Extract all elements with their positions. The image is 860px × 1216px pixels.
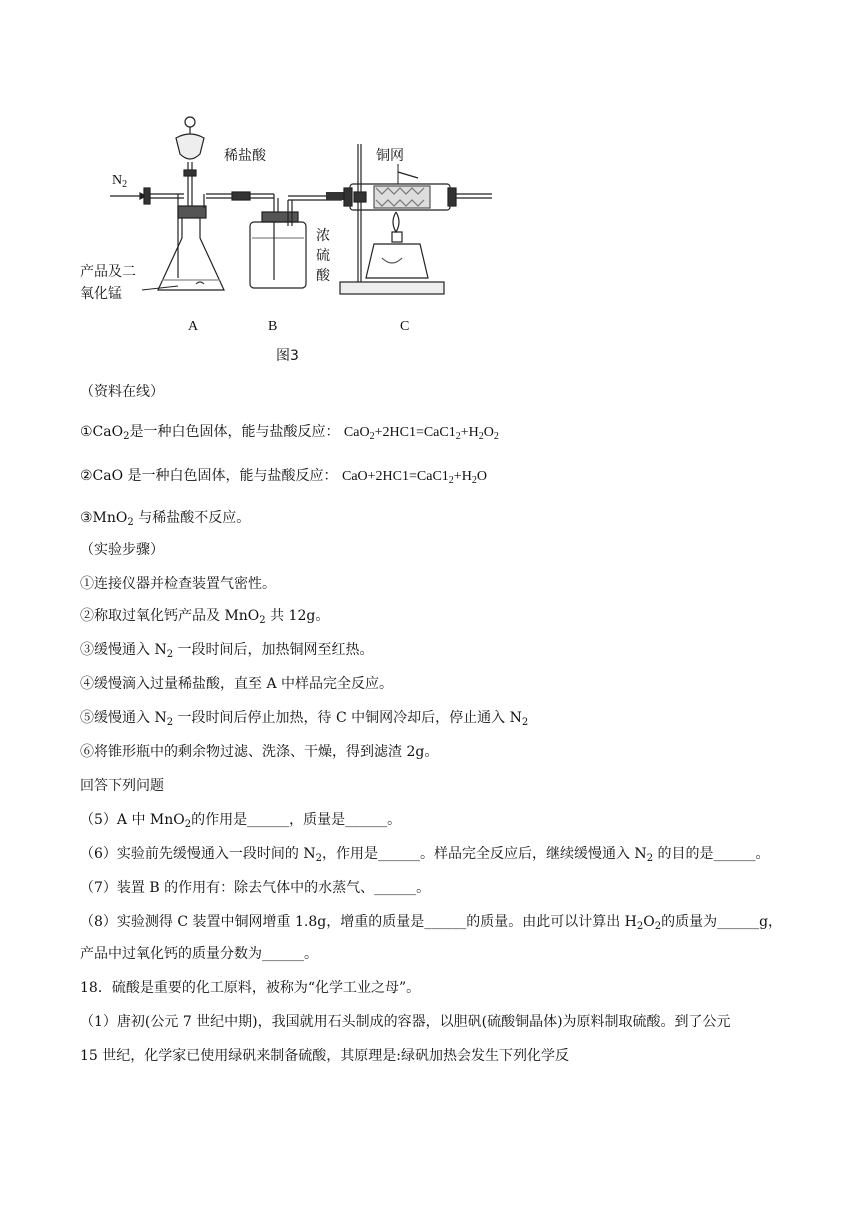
label-a: A	[188, 319, 199, 334]
label-copper-mesh: 铜网	[376, 148, 404, 164]
step-2: ②称取过氧化钙产品及 MnO$_2$ 共 12g。	[80, 608, 330, 626]
combustion-tube-c	[340, 144, 492, 294]
conical-flask-a	[158, 194, 248, 290]
question-7: （7）装置 B 的作用有：除去气体中的水蒸气、______。	[80, 880, 431, 896]
question-5: （5）A 中 MnO$_2$的作用是______，质量是______。	[80, 812, 402, 830]
figure-caption: 图3	[276, 348, 299, 364]
label-sample-2: 氧化锰	[80, 286, 122, 302]
question-18-1: （1）唐初(公元 7 世纪中期)，我国就用石头制成的容器，以胆矾(硫酸铜晶体)为原料制取硫酸。到了公元	[80, 1014, 731, 1030]
label-conc-2: 硫	[316, 248, 330, 264]
info-item-2: ②CaO 是一种白色固体，能与盐酸反应： $CaO+2HC1=CaC1_2+H_2O$	[80, 468, 487, 486]
label-conc: 浓	[316, 228, 330, 244]
label-c: C	[400, 319, 410, 334]
label-conc-3: 酸	[316, 268, 330, 284]
step-1: ①连接仪器并检查装置气密性。	[80, 576, 276, 592]
step-5: ⑤缓慢通入 $N_2$ 一段时间后停止加热，待 C 中铜网冷却后，停止通入 $N_2$	[80, 710, 529, 728]
steps-heading: （实验步骤）	[80, 542, 164, 558]
info-item-3: ③MnO$_2$ 与稀盐酸不反应。	[80, 510, 251, 528]
step-6: ⑥将锥形瓶中的剩余物过滤、洗涤、干燥，得到滤渣 2g。	[80, 744, 439, 760]
question-6: （6）实验前先缓慢通入一段时间的 $N_2$，作用是______。样品完全反应后，继续缓慢通入 $N_2$ 的目的是______。	[80, 846, 770, 864]
question-18: 18．硫酸是重要的化工原料，被称为“化学工业之母”。	[80, 980, 421, 996]
answer-prompt: 回答下列问题	[80, 778, 164, 794]
info-heading: （资料在线）	[80, 384, 164, 400]
question-8-cont: 产品中过氧化钙的质量分数为______。	[80, 946, 318, 962]
info-item-1: ①CaO$_2$是一种白色固体，能与盐酸反应： $CaO_2+2HC1=CaC1_2+H_2O_2$	[80, 424, 499, 442]
alcohol-lamp	[366, 212, 428, 278]
step-3: ③缓慢通入 $N_2$ 一段时间后，加热铜网至红热。	[80, 642, 374, 660]
label-n2: $N_2$	[112, 173, 128, 190]
label-sample: 产品及二	[80, 264, 136, 280]
question-8: （8）实验测得 C 装置中铜网增重 1.8g，增重的质量是______的质量。由此可以计算出 $H_2O_2$的质量为______g，	[80, 914, 783, 932]
label-dilute-hcl: 稀盐酸	[224, 148, 266, 164]
label-b: B	[268, 319, 278, 334]
apparatus-diagram	[78, 108, 498, 370]
question-18-1-cont: 15 世纪，化学家已使用绿矾来制备硫酸，其原理是:绿矾加热会发生下列化学反	[80, 1048, 569, 1064]
separatory-funnel	[176, 117, 204, 218]
step-4: ④缓慢滴入过量稀盐酸，直至 A 中样品完全反应。	[80, 676, 394, 692]
apparatus-figure	[78, 108, 498, 370]
